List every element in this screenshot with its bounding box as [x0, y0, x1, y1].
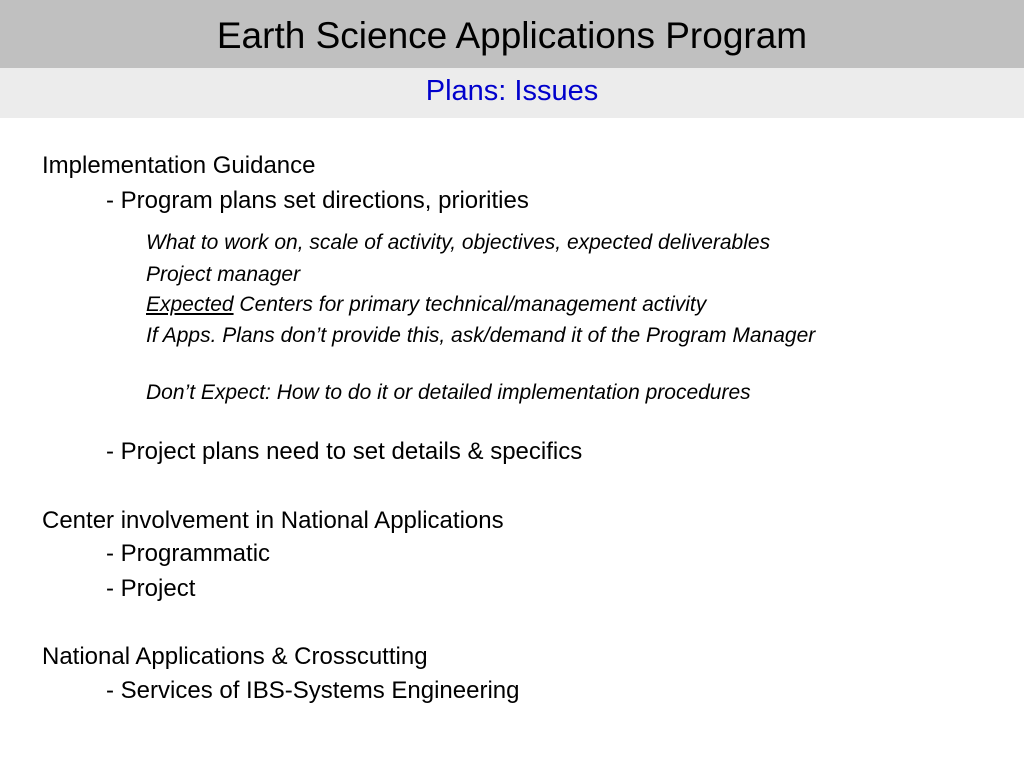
bullet-program-plans: - Program plans set directions, priorities [106, 187, 529, 214]
sub-bullet-what-to-work-on: What to work on, scale of activity, objectives, expected deliverables [146, 231, 771, 254]
sub-bullet-dont-expect: Don’t Expect: How to do it or detailed implementation procedures [146, 381, 751, 404]
section-heading-implementation: Implementation Guidance [42, 152, 316, 179]
expected-centers-text: Centers for primary technical/management activity [233, 293, 707, 316]
expected-underlined: Expected [146, 293, 234, 316]
section-heading-national-applications: National Applications & Crosscutting [42, 643, 428, 670]
bullet-project-plans: - Project plans need to set details & specifics [106, 438, 583, 465]
bullet-ibs-systems-engineering: - Services of IBS-Systems Engineering [106, 677, 520, 704]
sub-bullet-ask-program-manager: If Apps. Plans don’t provide this, ask/demand it of the Program Manager [146, 324, 816, 347]
slide-subtitle: Plans: Issues [425, 75, 599, 107]
sub-bullet-expected-centers [146, 292, 706, 318]
slide-title: Earth Science Applications Program [216, 15, 808, 56]
section-heading-center-involvement: Center involvement in National Applications [42, 507, 504, 534]
bullet-project: - Project [106, 575, 196, 602]
bullet-programmatic: - Programmatic [106, 540, 271, 567]
sub-bullet-project-manager: Project manager [146, 263, 301, 286]
